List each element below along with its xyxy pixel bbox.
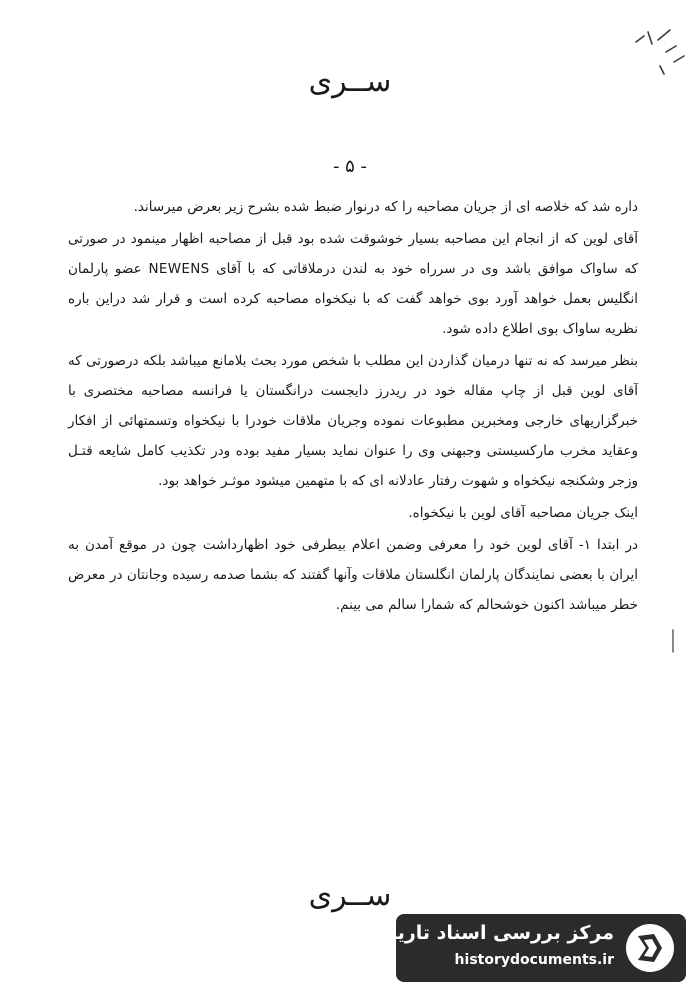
classification-footer: ســری — [308, 878, 392, 913]
archive-watermark — [364, 914, 686, 982]
archive-logo-icon — [624, 922, 676, 974]
margin-mark — [668, 628, 678, 654]
paragraph-interview-start: در ابتدا ۱- آقای لوین خود را معرفی وضمن اعلام بیطرفی خود اظهارداشت چون در موقع آمدن به ایران با بعضی نمایندگان پارلمان انگلستان ملاقات وآنها گفتند که بشما صدمه رسیده وجانتان در معرض خطر میباشد اکنون خوشحالم که شمارا سالم می بینم. — [68, 537, 638, 613]
paragraph-interview-heading: اینک جریان مصاحبه آقای لوین با نیکخواه. — [408, 505, 638, 521]
paragraph-lewin-request: آقای لوین که از انجام این مصاحبه بسیار خوشوقت شده بود قبل از مصاحبه اظهار مینمود در صورتی که ساواک موافق باشد وی در سرراه خود به لندن درملاقاتی که با آقای NEWENS عضو پارلمان انگلیس بعمل خواهد آورد بوی خواهد گفت که با نیکخواه مصاحبه کرده است و قرار شد دراین باره نظریه ساواک بوی اطلاع داده شود. — [68, 231, 638, 337]
paragraph-intro: داره شد که خلاصه ای از جریان مصاحبه را که درنوار ضبط شده بشرح زیر بعرض میرساند. — [133, 199, 638, 215]
watermark-url: historydocuments.ir — [454, 952, 614, 968]
page-number: - ۵ - — [332, 156, 368, 177]
classification-header: ســری — [308, 64, 392, 99]
document-body — [68, 192, 638, 620]
watermark-title: مرکز بررسی اسناد تاریخی — [364, 922, 614, 944]
paragraph-recommendation: بنظر میرسد که نه تنها درمیان گذاردن این مطلب با شخص مورد بحث بلامانع میباشد بلکه درصورتی که آقای لوین قبل از چاپ مقاله خود در ریدرز دایجست درانگستان یا فرانسه مصاحبه مختصری با خبرگزاریهای خارجی ومخبرین مطبوعات نموده وجریان ملاقات خودرا با نیکخواه وتسمتهائی از افکار وعقاید مخرب مارکسیستی وجبهنی وی را عنوان نماید بسیار مفید بوده ودر تکذیب کامل شایعه قتـل وزجر وشکنجه نیکخواه و شهوت رفتار عادلانه ای که با متهمین میشود موثـر خواهد بود. — [68, 353, 638, 489]
